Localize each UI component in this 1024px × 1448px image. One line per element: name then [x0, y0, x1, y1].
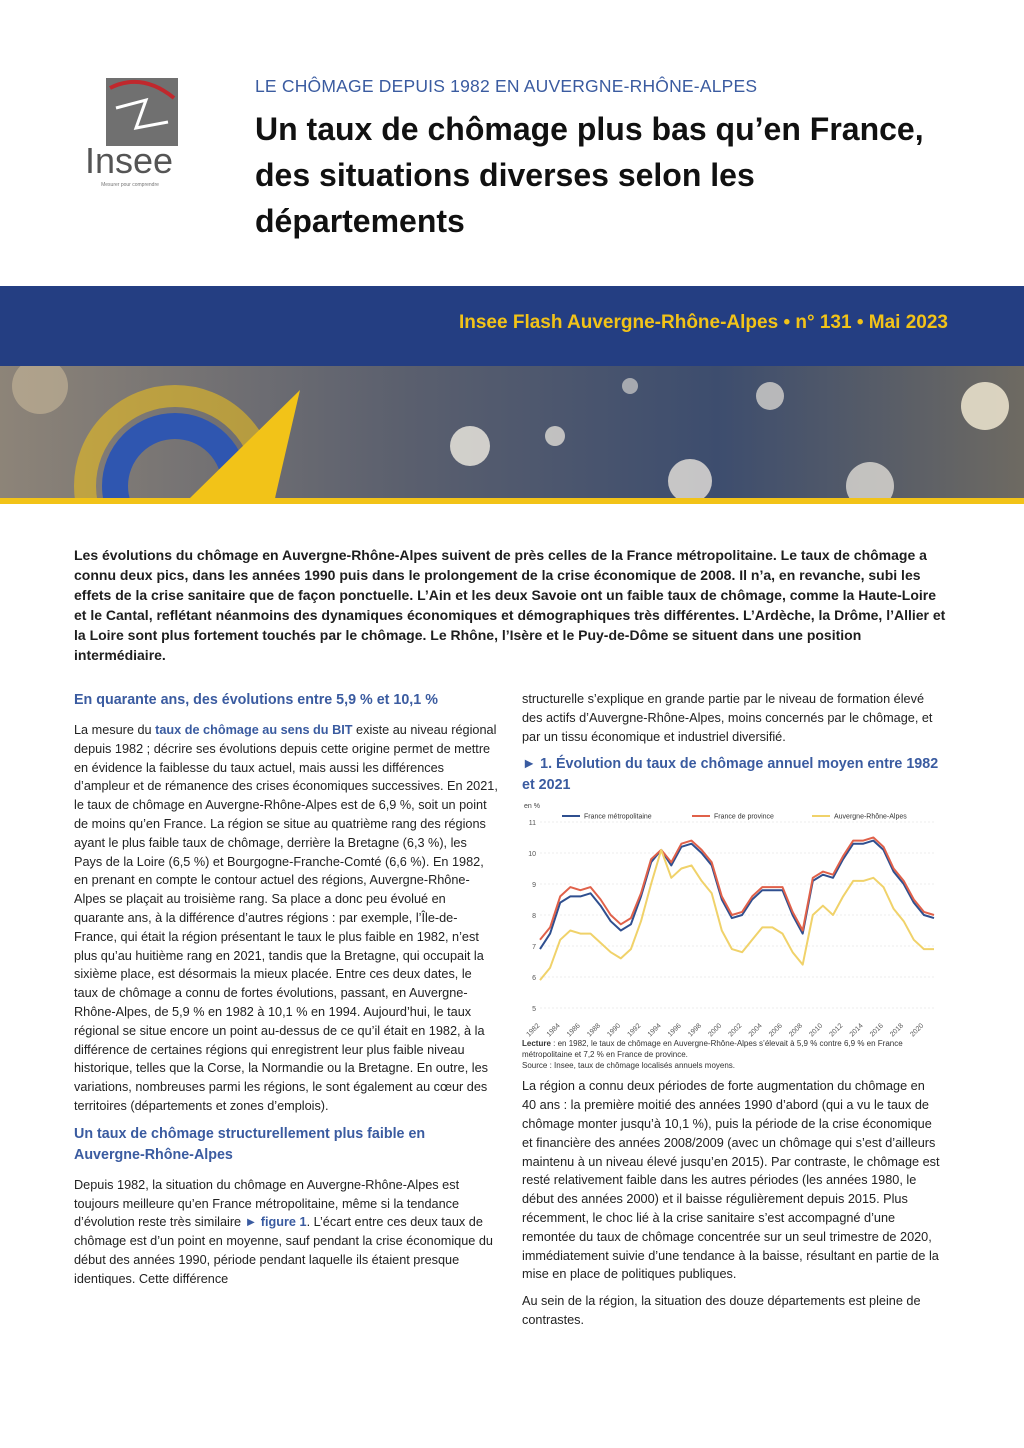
legend-label: France de province — [714, 813, 774, 821]
figure-notes — [522, 1038, 942, 1071]
x-tick-label: 2004 — [747, 1022, 764, 1039]
x-tick-label: 2014 — [848, 1022, 865, 1039]
x-tick-label: 1998 — [687, 1022, 704, 1039]
x-tick-label: 1994 — [646, 1022, 663, 1039]
y-tick-label: 11 — [528, 820, 536, 828]
x-tick-label: 2006 — [767, 1022, 784, 1039]
x-tick-label: 1986 — [565, 1022, 582, 1039]
x-tick-label: 1988 — [586, 1022, 603, 1039]
logo-tagline: Mesurer pour comprendre — [101, 182, 159, 188]
y-tick-label: 10 — [528, 851, 536, 859]
note-lecture-label: Lecture — [522, 1039, 551, 1049]
section-heading-1: En quarante ans, des évolutions entre 5,9 % et 10,1 % — [74, 692, 438, 708]
unemployment-chart — [522, 798, 942, 1038]
banner-image — [0, 366, 1024, 502]
legend-label: Auvergne-Rhône-Alpes — [834, 813, 907, 821]
logo-word: Insee — [84, 140, 174, 181]
x-tick-label: 1984 — [545, 1022, 562, 1039]
paragraph-1 — [74, 721, 498, 1116]
paragraph-1-rest: existe au niveau régional depuis 1982 ; décrire ses évolutions depuis cette origine permet de mettre en évidence la faiblesse du taux actuel, mais aussi les différences d’ampleur et de rémanence des crises économiques successives. En 2021, le taux de chômage en Auvergne-Rhône-Alpes est de 6,9 %, soit un point de moins qu’en France. La région se situe au quatrième rang des régions ayant le plus faible taux de chômage, derrière la Bretagne (6,3 %), les Pays de la Loire (6,5 %) et Bourgogne-Franche-Comté (6,6 %). En 1982, en prenant en compte le contour actuel des régions, Auvergne-Rhône-Alpes se plaçait au troisième rang. Sa place a donc peu évolué en quarante ans, à la différence d’autres régions : par exemple, l’Île-de-France, qui était la région présentant le taux le plus faible en 1982, n’est plus qu’au huitième rang en 2021, tandis que la Bretagne, qui occupait la sixième place, est désormais la mieux placée. Entre ces deux dates, le taux de chômage a connu de fortes évolutions, passant, en Auvergne-Rhône-Alpes, de 5,9 % en 1982 à 10,1 % en 1994. Aujourd’hui, le taux régional se situe encore un point au-dessus de ce qu’il était en 1982, à la différence de certaines régions qui enregistrent leur plus faible niveau historique, telles que la Corse, la Normandie ou la Bretagne. En outre, les variations, nombreuses parmi les régions, le sont également au cœur des territoires (départements et zones d’emplois). — [74, 723, 498, 1113]
figure-1-link[interactable]: ► figure 1 — [244, 1215, 307, 1230]
logo-mark — [106, 78, 178, 146]
paragraph-1-start: La mesure du — [74, 723, 156, 737]
paragraph-4: La région a connu deux périodes de forte augmentation du chômage en 40 ans : la première moitié des années 1990 d’abord (qui a vu le taux de chômage monter jusqu’à 10,1 %), puis la période de la crise économique et financière des années 2008/2009 (avec un chômage qui s’est d’ailleurs maintenu à un niveau élevé jusqu’en 2015). Par contraste, le chômage est resté relativement faible dans les autres périodes (les années 1980, le début des années 2000) et il baisse régulièrement depuis 2015. Plus récemment, le choc lié à la crise sanitaire s’est accompagné d’une remontée du taux de chômage concentrée sur un seul trimestre de 2020, immédiatement suivie d’une tendance à la baisse, résultant en partie de la mise en place de politiques publiques. — [522, 1079, 940, 1282]
x-tick-label: 2010 — [808, 1022, 825, 1039]
note-lecture-text: : en 1982, le taux de chômage en Auvergne-Rhône-Alpes s’élevait à 5,9 % contre 6,9 % en France métropolitaine et 7,2 % en France de province. — [522, 1039, 903, 1060]
paragraph-2-start: Depuis 1982, la situation du chômage en Auvergne-Rhône-Alpes est toujours meilleure qu’en France métropolitaine, même si la tendance d’évolution reste très similaire — [74, 1177, 460, 1230]
paragraph-3: structurelle s’explique en grande partie par le niveau de formation élevé des actifs d’Auvergne-Rhône-Alpes, moins concernés par le chômage, et par un tissu économique et industriel diversifié. — [522, 692, 933, 744]
right-column — [522, 690, 942, 1338]
page-title: Un taux de chômage plus bas qu’en France, des situations diverses selon les départements — [255, 111, 924, 239]
x-tick-label: 2016 — [868, 1022, 885, 1039]
note-source: Source : Insee, taux de chômage localisés annuels moyens. — [522, 1061, 736, 1071]
bit-definition-link[interactable]: taux de chômage au sens du BIT — [155, 723, 353, 737]
insee-logo — [74, 78, 184, 188]
x-tick-label: 1996 — [666, 1022, 683, 1039]
x-tick-label: 2018 — [889, 1022, 906, 1039]
left-column — [74, 690, 498, 1297]
publication-reference: Insee Flash Auvergne-Rhône-Alpes • n° 131 • Mai 2023 — [458, 312, 948, 333]
x-tick-label: 2020 — [909, 1022, 926, 1039]
section-heading-2: Un taux de chômage structurellement plus faible en Auvergne-Rhône-Alpes — [74, 1125, 426, 1163]
x-tick-label: 2002 — [727, 1022, 744, 1039]
x-tick-label: 1982 — [525, 1022, 542, 1039]
lead-paragraph: Les évolutions du chômage en Auvergne-Rhône-Alpes suivent de près celles de la France métropolitaine. Le taux de chômage a connu deux pics, dans les années 1990 puis dans le prolongement de la crise économique de 2008. Il n’a, en revanche, subi les effets de la crise sanitaire que de façon ponctuelle. L’Ain et les deux Savoie ont un faible taux de chômage, comme la Haute-Loire et le Cantal, reflétant néanmoins des dynamiques économiques et démographiques très différentes. L’Ardèche, la Drôme, l’Allier et la Loire sont plus fortement touchés par le chômage. Le Rhône, l’Isère et le Puy-de-Dôme se situent dans une position intermédiaire. — [74, 547, 946, 663]
paragraph-2 — [74, 1176, 498, 1289]
series-kicker: LE CHÔMAGE DEPUIS 1982 EN AUVERGNE-RHÔNE-ALPES — [255, 76, 758, 96]
y-tick-label: 8 — [532, 913, 536, 921]
series-line-1 — [540, 841, 934, 950]
y-tick-label: 6 — [532, 975, 536, 983]
x-tick-label: 2012 — [828, 1022, 845, 1039]
y-tick-label: 5 — [532, 1006, 536, 1014]
x-tick-label: 2008 — [788, 1022, 805, 1039]
publication-band — [0, 286, 1024, 366]
y-tick-label: 9 — [532, 882, 536, 890]
x-tick-label: 1992 — [626, 1022, 643, 1039]
figure-title: ► 1. Évolution du taux de chômage annuel moyen entre 1982 et 2021 — [522, 756, 939, 794]
y-tick-label: 7 — [532, 944, 536, 952]
paragraph-5: Au sein de la région, la situation des douze départements est pleine de contrastes. — [522, 1294, 921, 1327]
paragraph-2-rest: . L’écart entre ces deux taux de chômage est d’un point en moyenne, sauf pendant la crise économique du début des années 1990, période pendant laquelle ils étaient presque identiques. Cette différence — [74, 1215, 493, 1286]
x-tick-label: 2000 — [707, 1022, 724, 1039]
y-axis-label: en % — [524, 803, 540, 811]
legend-label: France métropolitaine — [584, 813, 652, 821]
banner-stripe — [0, 498, 1024, 504]
x-tick-label: 1990 — [606, 1022, 623, 1039]
